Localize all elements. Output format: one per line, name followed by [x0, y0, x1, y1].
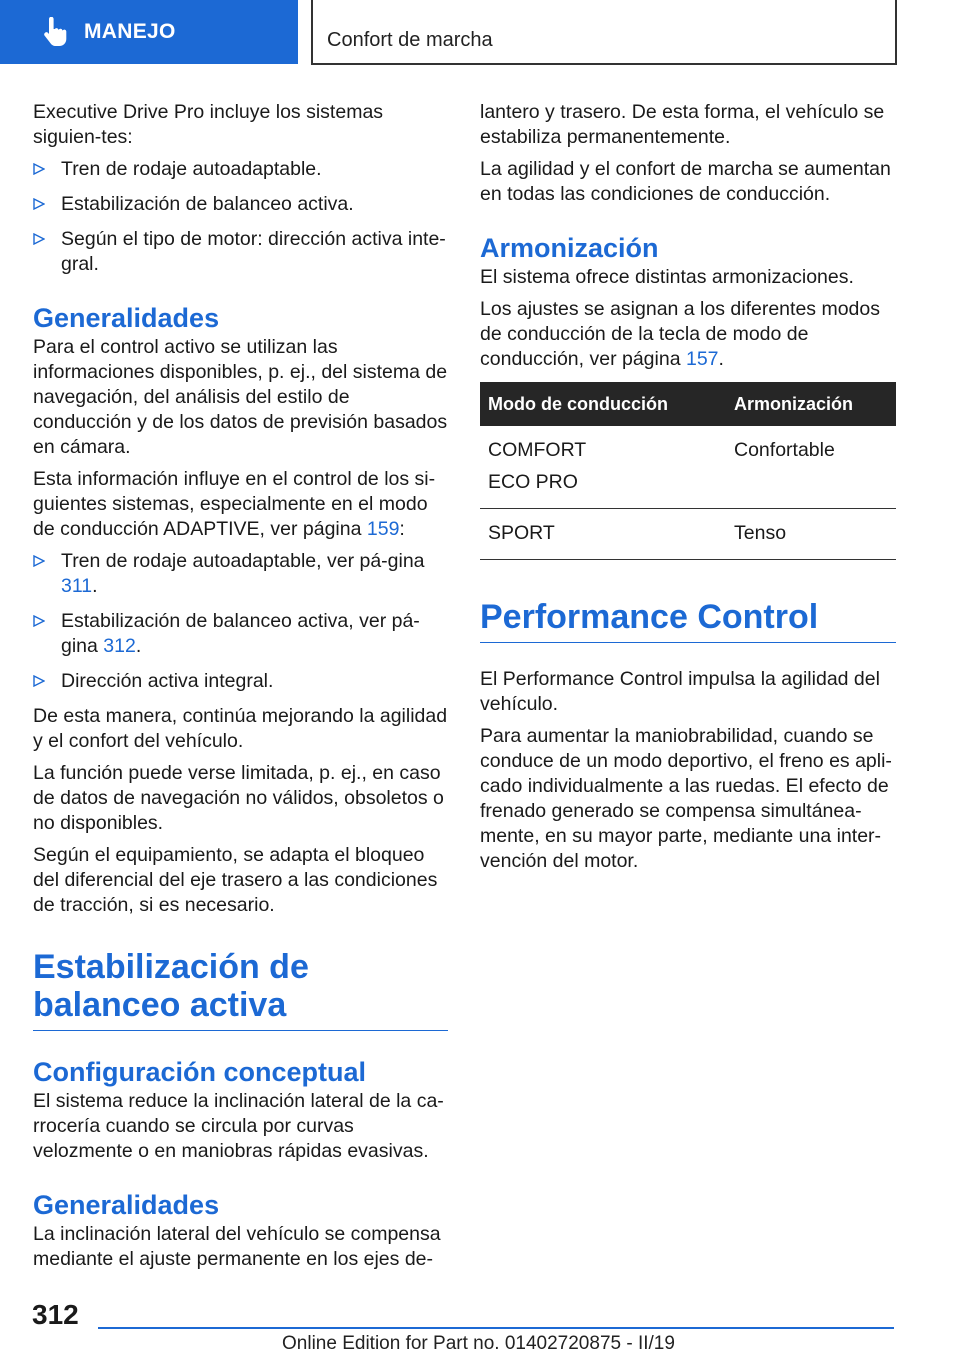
list-item: Tren de rodaje autoadaptable, ver pá-gina 311. [33, 549, 448, 599]
triangle-bullet-icon [33, 675, 45, 687]
heading-estabilizacion: Estabilización de balanceo activa [33, 948, 448, 1031]
triangle-bullet-icon [33, 615, 45, 627]
page-link[interactable]: 312 [103, 635, 136, 657]
page-link[interactable]: 311 [61, 575, 93, 597]
list-item: Estabilización de balanceo activa, ver pá-gina 312. [33, 609, 448, 659]
paragraph: El sistema ofrece distintas armonizaciones. [480, 266, 854, 288]
driving-mode-table [480, 382, 896, 560]
list-item: Tren de rodaje autoadaptable. [33, 157, 448, 182]
left-column [33, 100, 448, 1279]
paragraph: El Performance Control impulsa la agilidad del vehículo. [480, 668, 880, 715]
heading-configuracion: Configuración conceptual [33, 1057, 367, 1087]
chapter-header [311, 0, 897, 65]
edition-note: Online Edition for Part no. 01402720875 - II/19 [282, 1333, 675, 1354]
paragraph: La agilidad y el confort de marcha se aumentan en todas las condiciones de conducción. [480, 158, 891, 205]
page-number: 312 [32, 1299, 79, 1330]
intro-paragraph: Executive Drive Pro incluye los sistemas siguien-tes: [33, 101, 384, 148]
table-cell: Confortable [726, 426, 896, 509]
page-link[interactable]: 159 [366, 518, 400, 540]
paragraph: La función puede verse limitada, p. ej., en caso de datos de navegación no válidos, obsoletos o no disponibles. [33, 762, 444, 834]
right-column [480, 100, 896, 881]
paragraph: Según el equipamiento, se adapta el bloqueo del diferencial del eje trasero a las condiciones de tracción, si es necesario. [33, 844, 438, 916]
table-cell: COMFORT ECO PRO [480, 426, 726, 509]
table-cell: Tenso [726, 509, 896, 560]
section-label: MANEJO [84, 20, 176, 43]
paragraph: El sistema reduce la inclinación lateral de la ca-rrocería cuando se circula por curvas velozmente o en maniobras rápidas evasivas. [33, 1090, 444, 1162]
triangle-bullet-icon [33, 163, 45, 175]
paragraph: lantero y trasero. De esta forma, el vehículo se estabiliza permanentemente. [480, 101, 885, 148]
table-cell: SPORT [480, 509, 726, 560]
triangle-bullet-icon [33, 233, 45, 245]
paragraph: La inclinación lateral del vehículo se compensa mediante el ajuste permanente en los ejes de- [33, 1223, 441, 1270]
triangle-bullet-icon [33, 198, 45, 210]
table-row [480, 509, 896, 560]
paragraph: Los ajustes se asignan a los diferentes modos de conducción de la tecla de modo de conducción, ver página 157. [480, 298, 880, 370]
table-row [480, 426, 896, 509]
paragraph: De esta manera, continúa mejorando la agilidad y el confort del vehículo. [33, 705, 448, 752]
chapter-title: Confort de marcha [327, 29, 493, 51]
paragraph: Esta información influye en el control de los si-guientes sistemas, especialmente en el modo de conducción ADAPTIVE, ver página 159: [33, 468, 436, 540]
page-link[interactable]: 157 [685, 348, 719, 370]
heading-performance-control: Performance Control [480, 598, 896, 643]
table-header: Armonización [726, 382, 896, 426]
heading-generalidades: Generalidades [33, 303, 220, 333]
paragraph: Para aumentar la maniobrabilidad, cuando se conduce de un modo deportivo, el freno es apli-cado individualmente a las ruedas. El efecto de frenado generado se compensa simultánea-mente, en su mayor parte, mediante una inter-vención del motor. [480, 725, 892, 872]
section-tab [0, 0, 298, 64]
table-header: Modo de conducción [480, 382, 726, 426]
heading-armonizacion: Armonización [480, 233, 659, 263]
list-item: Estabilización de balanceo activa. [33, 192, 448, 217]
triangle-bullet-icon [33, 555, 45, 567]
list-item: Según el tipo de motor: dirección activa inte-gral. [33, 227, 448, 277]
paragraph: Para el control activo se utilizan las informaciones disponibles, p. ej., del sistema de navegación, del análisis del estilo de conducción y de los datos de previsión basados en cámara. [33, 336, 448, 458]
heading-generalidades-2: Generalidades [33, 1190, 220, 1220]
hand-pointer-icon [42, 17, 68, 47]
footer-divider [98, 1327, 894, 1329]
list-item: Dirección activa integral. [33, 669, 448, 694]
